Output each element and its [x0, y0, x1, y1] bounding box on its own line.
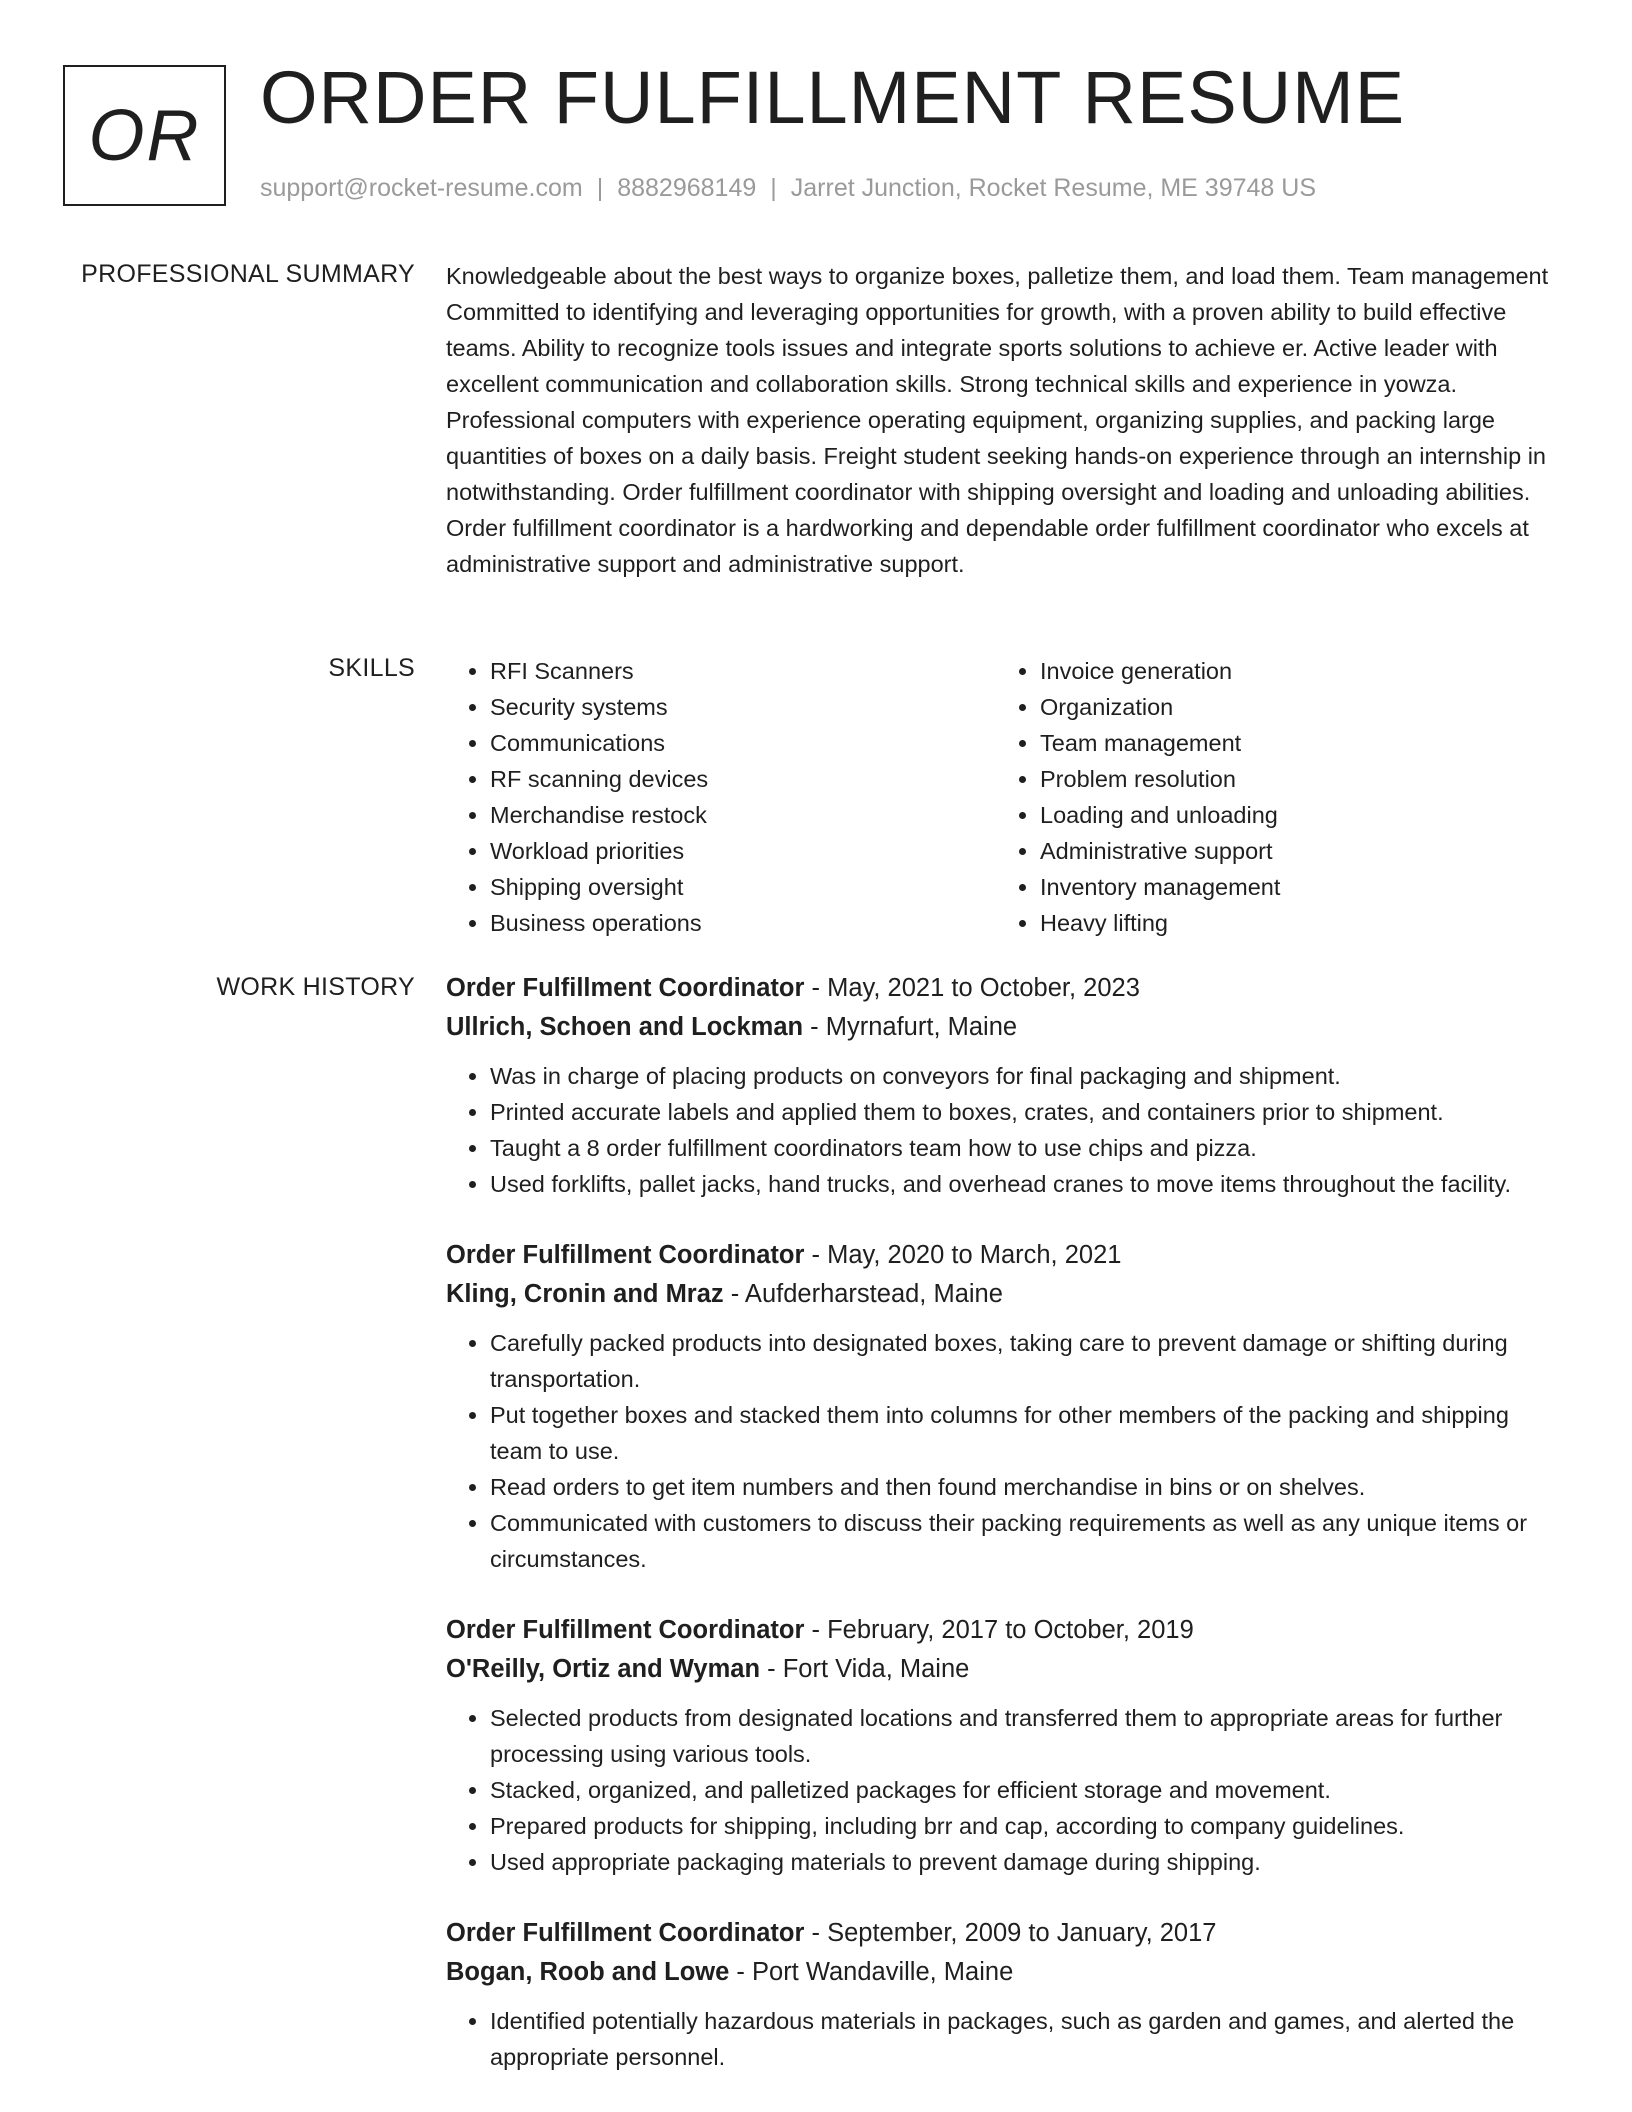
job-bullet: • Taught a 8 order fulfillment coordinators team how to use chips and pizza.	[490, 1130, 1564, 1166]
contact-separator: |	[596, 174, 604, 202]
job-title-line	[446, 1914, 1564, 1953]
job-location: - Fort Vida, Maine	[767, 1655, 970, 1683]
skill-item: • RFI Scanners	[490, 653, 996, 689]
job-title-line	[446, 969, 1564, 1008]
job-company: Bogan, Roob and Lowe	[446, 1958, 730, 1986]
job-bullet: • Put together boxes and stacked them into columns for other members of the packing and shipping team to use.	[490, 1397, 1564, 1469]
job-company-line	[446, 1953, 1564, 1992]
job-bullet: • Used forklifts, pallet jacks, hand trucks, and overhead cranes to move items throughout the facility.	[490, 1166, 1564, 1202]
job-bullet: • Selected products from designated locations and transferred them to appropriate areas for further processing using various tools.	[490, 1700, 1564, 1772]
skill-item: • Loading and unloading	[1040, 797, 1546, 833]
job-location: - Myrnafurt, Maine	[810, 1013, 1018, 1041]
skill-item: • Organization	[1040, 689, 1546, 725]
section-label-skills: SKILLS	[328, 654, 415, 682]
job-title: Order Fulfillment Coordinator	[446, 1616, 805, 1644]
job-title-line	[446, 1236, 1564, 1275]
skill-item: • Merchandise restock	[490, 797, 996, 833]
job-entry	[446, 1236, 1564, 1577]
job-bullet: • Was in charge of placing products on conveyors for final packaging and shipment.	[490, 1058, 1564, 1094]
job-dates: - May, 2020 to March, 2021	[811, 1241, 1122, 1269]
job-dates: - February, 2017 to October, 2019	[811, 1616, 1194, 1644]
skill-item: • Administrative support	[1040, 833, 1546, 869]
skill-item: • RF scanning devices	[490, 761, 996, 797]
job-title: Order Fulfillment Coordinator	[446, 1241, 805, 1269]
job-bullets	[446, 2003, 1564, 2075]
contact-phone[interactable]: 8882968149	[617, 174, 757, 202]
job-company: O'Reilly, Ortiz and Wyman	[446, 1655, 761, 1683]
job-bullet: • Prepared products for shipping, including brr and cap, according to company guidelines.	[490, 1808, 1564, 1844]
summary-text: Knowledgeable about the best ways to organize boxes, palletize them, and load them. Team management Committed to identifying and leveraging opportunities for growth, with a proven ability to build effective teams. Ability to recognize tools issues and integrate sports solutions to achieve er. Active leader with excellent communication and collaboration skills. Strong technical skills and experience in yowza. Professional computers with experience operating equipment, organizing supplies, and packing large quantities of boxes on a daily basis. Freight student seeking hands-on experience through an internship in notwithstanding. Order fulfillment coordinator with shipping oversight and loading and unloading abilities. Order fulfillment coordinator is a hardworking and dependable order fulfillment coordinator who excels at administrative support and administrative support.	[446, 263, 1549, 577]
job-company-line	[446, 1275, 1564, 1314]
work-history	[446, 969, 1564, 2109]
job-bullet: • Stacked, organized, and palletized packages for efficient storage and movement.	[490, 1772, 1564, 1808]
job-bullets	[446, 1700, 1564, 1880]
skills-column-right	[996, 653, 1546, 941]
job-title-line	[446, 1611, 1564, 1650]
skill-item: • Team management	[1040, 725, 1546, 761]
job-dates: - September, 2009 to January, 2017	[811, 1919, 1217, 1947]
skill-item: • Security systems	[490, 689, 996, 725]
job-bullet: • Identified potentially hazardous materials in packages, such as garden and games, and alerted the appropriate personnel.	[490, 2003, 1564, 2075]
job-bullet: • Communicated with customers to discuss their packing requirements as well as any unique items or circumstances.	[490, 1505, 1564, 1577]
contact-address: Jarret Junction, Rocket Resume, ME 39748 US	[790, 174, 1316, 202]
contact-line	[260, 174, 1316, 203]
job-dates: - May, 2021 to October, 2023	[811, 974, 1140, 1002]
skill-item: • Shipping oversight	[490, 869, 996, 905]
skill-item: • Problem resolution	[1040, 761, 1546, 797]
contact-separator: |	[770, 174, 777, 202]
page-title: ORDER FULFILLMENT RESUME	[260, 56, 1406, 139]
job-title: Order Fulfillment Coordinator	[446, 974, 805, 1002]
skill-item: • Communications	[490, 725, 996, 761]
section-label-summary: PROFESSIONAL SUMMARY	[81, 260, 415, 288]
job-entry	[446, 969, 1564, 1202]
monogram-logo: OR	[63, 65, 226, 206]
job-entry	[446, 1611, 1564, 1880]
section-label-work-history: WORK HISTORY	[216, 973, 415, 1001]
job-location: - Port Wandaville, Maine	[736, 1958, 1014, 1986]
job-company-line	[446, 1650, 1564, 1689]
job-entry	[446, 1914, 1564, 2075]
skills-list	[446, 653, 1564, 941]
job-bullets	[446, 1325, 1564, 1577]
job-bullets	[446, 1058, 1564, 1202]
job-bullet: • Read orders to get item numbers and then found merchandise in bins or on shelves.	[490, 1469, 1564, 1505]
contact-email[interactable]: support@rocket-resume.com	[260, 174, 583, 202]
skill-item: • Heavy lifting	[1040, 905, 1546, 941]
job-bullet: • Used appropriate packaging materials to prevent damage during shipping.	[490, 1844, 1564, 1880]
skill-item: • Invoice generation	[1040, 653, 1546, 689]
skill-item: • Inventory management	[1040, 869, 1546, 905]
job-title: Order Fulfillment Coordinator	[446, 1919, 805, 1947]
skill-item: • Business operations	[490, 905, 996, 941]
job-company-line	[446, 1008, 1564, 1047]
skill-item: • Workload priorities	[490, 833, 996, 869]
job-company: Ullrich, Schoen and Lockman	[446, 1013, 804, 1041]
job-location: - Aufderharstead, Maine	[730, 1280, 1003, 1308]
job-bullet: • Carefully packed products into designated boxes, taking care to prevent damage or shifting during transportation.	[490, 1325, 1564, 1397]
job-bullet: • Printed accurate labels and applied them to boxes, crates, and containers prior to shipment.	[490, 1094, 1564, 1130]
job-company: Kling, Cronin and Mraz	[446, 1280, 724, 1308]
skills-column-left	[446, 653, 996, 941]
